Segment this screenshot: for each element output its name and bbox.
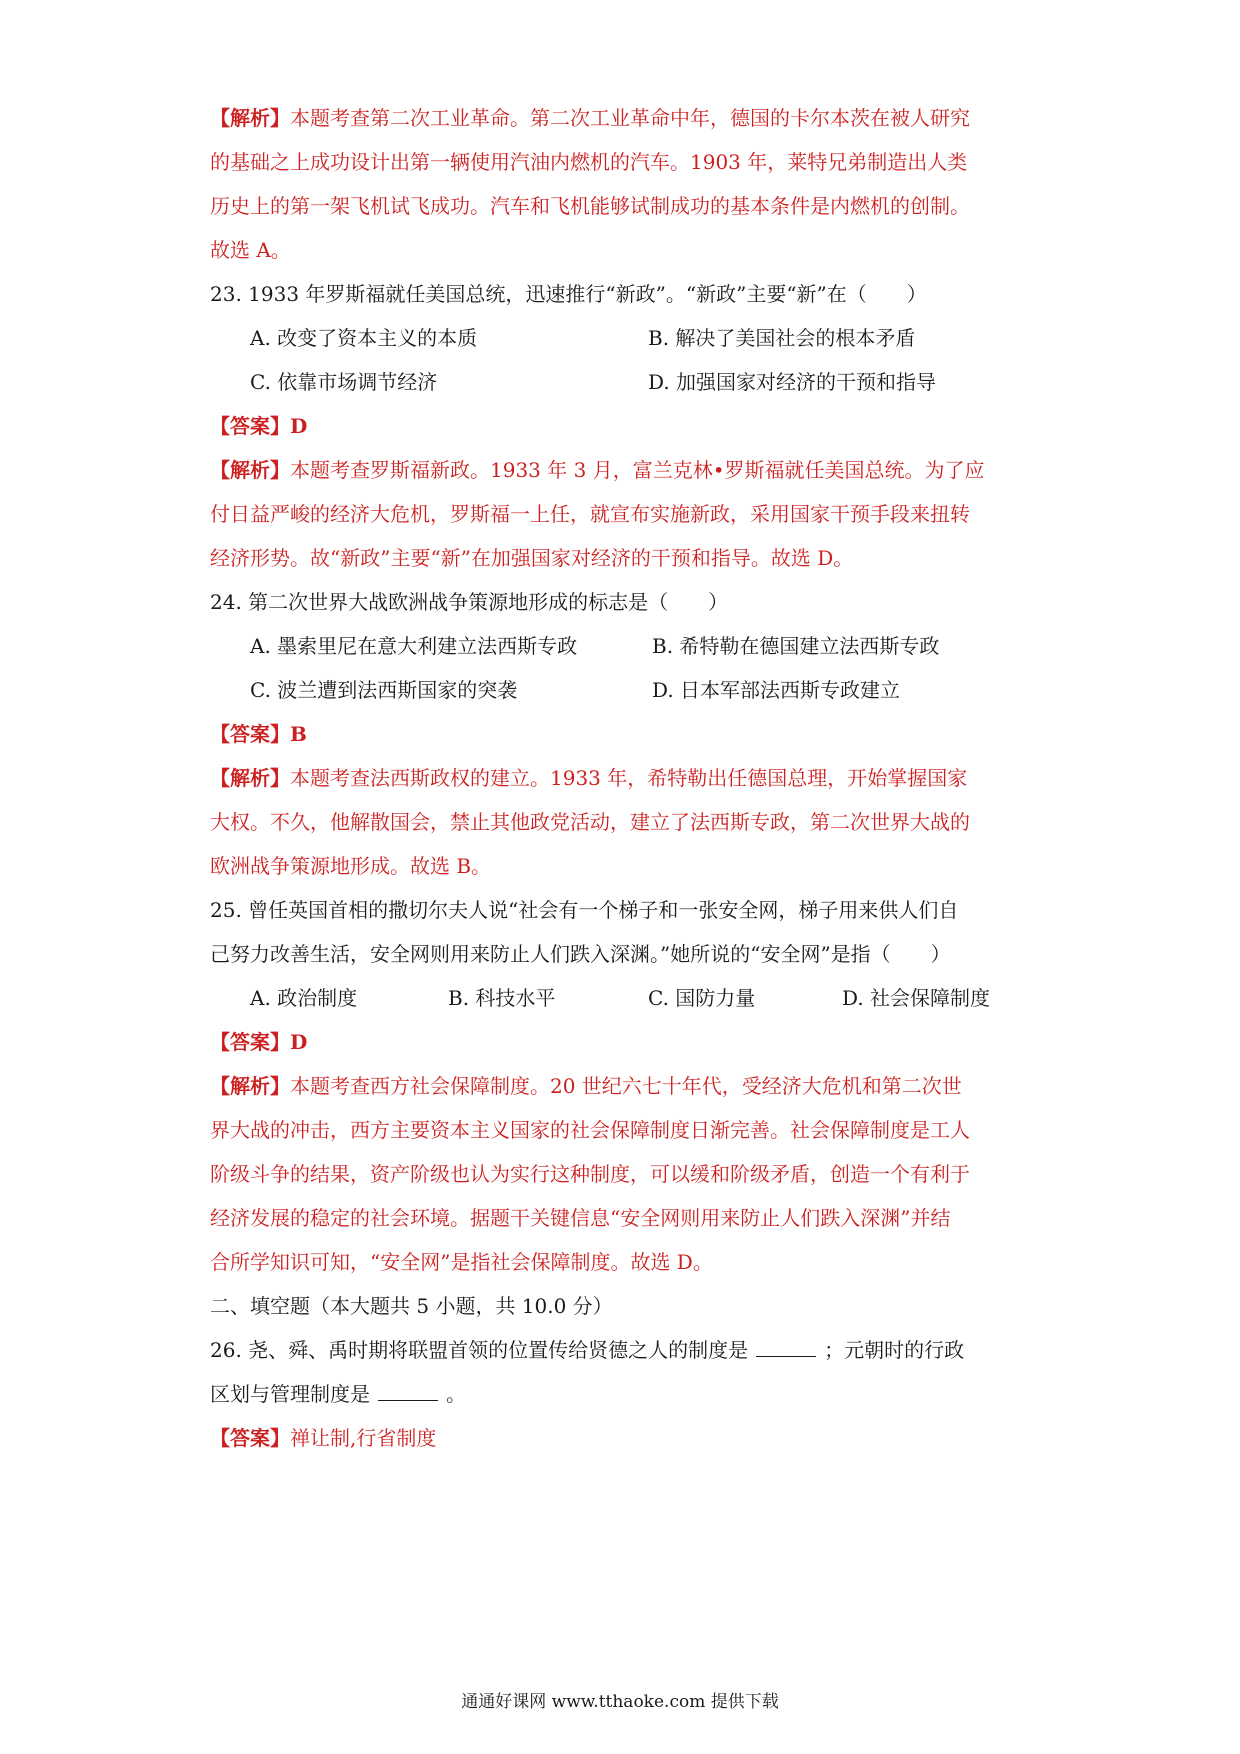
q25-option-c: C. 国防力量 — [648, 986, 756, 1010]
q23-option-c: C. 依靠市场调节经济 — [250, 370, 438, 394]
q23-option-d: D. 加强国家对经济的干预和指导 — [648, 370, 937, 394]
q25-stem-line-2: 己努力改善生活，安全网则用来防止人们跌入深渊。”她所说的“安全网”是指（ ） — [210, 942, 951, 966]
answer-tag: 【答案】 — [210, 414, 290, 438]
answer-blank — [756, 1336, 816, 1357]
analysis-tag: 【解析】 — [210, 106, 290, 130]
q24-analysis-line-3: 欧洲战争策源地形成。故选 B。 — [210, 854, 492, 878]
q23-option-b: B. 解决了美国社会的根本矛盾 — [648, 326, 916, 350]
q23-stem: 23. 1933 年罗斯福就任美国总统，迅速推行“新政”。“新政”主要“新”在（ ） — [210, 282, 927, 306]
q22-analysis-line-4: 故选 A。 — [210, 238, 291, 262]
answer-value: B — [290, 722, 307, 746]
q24-analysis-line-2: 大权。不久，他解散国会，禁止其他政党活动，建立了法西斯专政，第二次世界大战的 — [210, 810, 970, 834]
q25-analysis-line-2: 界大战的冲击，西方主要资本主义国家的社会保障制度日渐完善。社会保障制度是工人 — [210, 1118, 970, 1142]
q24-stem: 24. 第二次世界大战欧洲战争策源地形成的标志是（ ） — [210, 590, 729, 614]
answer-tag: 【答案】 — [210, 1030, 290, 1054]
q23-option-a: A. 改变了资本主义的本质 — [250, 326, 478, 350]
answer-tag: 【答案】 — [210, 722, 290, 746]
q25-answer — [210, 1027, 1040, 1057]
q24-option-d: D. 日本军部法西斯专政建立 — [652, 678, 901, 702]
q23-analysis-line-3: 经济形势。故“新政”主要“新”在加强国家对经济的干预和指导。故选 D。 — [210, 546, 854, 570]
q22-analysis-line-1: 【解析】本题考查第二次工业革命。第二次工业革命中年，德国的卡尔本茨在被人研究 — [210, 106, 970, 130]
q23-analysis-line-2: 付日益严峻的经济大危机，罗斯福一上任，就宣布实施新政，采用国家干预手段来扭转 — [210, 502, 970, 526]
q26-stem-line-1: 26. 尧、舜、禹时期将联盟首领的位置传给贤德之人的制度是 ；元朝时的行政 — [210, 1338, 965, 1362]
q22-analysis-line-3: 历史上的第一架飞机试飞成功。汽车和飞机能够试制成功的基本条件是内燃机的创制。 — [210, 194, 970, 218]
page-footer: 通通好课网 www.tthaoke.com 提供下载 — [461, 1692, 779, 1712]
q25-option-b: B. 科技水平 — [448, 986, 556, 1010]
q23-answer — [210, 411, 1040, 441]
answer-tag: 【答案】 — [210, 1426, 290, 1450]
answer-value: D — [290, 1030, 308, 1054]
q25-option-a: A. 政治制度 — [250, 986, 358, 1010]
q25-option-d: D. 社会保障制度 — [842, 986, 991, 1010]
analysis-tag: 【解析】 — [210, 1074, 290, 1098]
section-title-fill-in: 二、填空题（本大题共 5 小题，共 10.0 分） — [210, 1294, 613, 1318]
q25-analysis-line-3: 阶级斗争的结果，资产阶级也认为实行这种制度，可以缓和阶级矛盾，创造一个有利于 — [210, 1162, 970, 1186]
q23-analysis-line-1: 【解析】本题考查罗斯福新政。1933 年 3 月，富兰克林•罗斯福就任美国总统。为了应 — [210, 458, 985, 482]
q24-option-b: B. 希特勒在德国建立法西斯专政 — [652, 634, 940, 658]
q24-answer — [210, 719, 1040, 749]
answer-blank — [378, 1380, 438, 1401]
answer-value: 禅让制,行省制度 — [290, 1426, 437, 1450]
q22-analysis-line-2: 的基础之上成功设计出第一辆使用汽油内燃机的汽车。1903 年，莱特兄弟制造出人类 — [210, 150, 968, 174]
q25-analysis-line-1: 【解析】本题考查西方社会保障制度。20 世纪六七十年代，受经济大危机和第二次世 — [210, 1074, 962, 1098]
q25-analysis-line-5: 合所学知识可知，“安全网”是指社会保障制度。故选 D。 — [210, 1250, 713, 1274]
q26-stem-line-2: 区划与管理制度是 。 — [210, 1382, 466, 1406]
q24-option-a: A. 墨索里尼在意大利建立法西斯专政 — [250, 634, 578, 658]
q25-stem-line-1: 25. 曾任英国首相的撒切尔夫人说“社会有一个梯子和一张安全网，梯子用来供人们自 — [210, 898, 959, 922]
q26-answer — [210, 1423, 1040, 1453]
q24-option-c: C. 波兰遭到法西斯国家的突袭 — [250, 678, 518, 702]
analysis-tag: 【解析】 — [210, 766, 290, 790]
analysis-tag: 【解析】 — [210, 458, 290, 482]
answer-value: D — [290, 414, 308, 438]
q25-analysis-line-4: 经济发展的稳定的社会环境。据题干关键信息“安全网则用来防止人们跌入深渊”并结 — [210, 1206, 951, 1230]
q24-analysis-line-1: 【解析】本题考查法西斯政权的建立。1933 年，希特勒出任德国总理，开始掌握国家 — [210, 766, 968, 790]
